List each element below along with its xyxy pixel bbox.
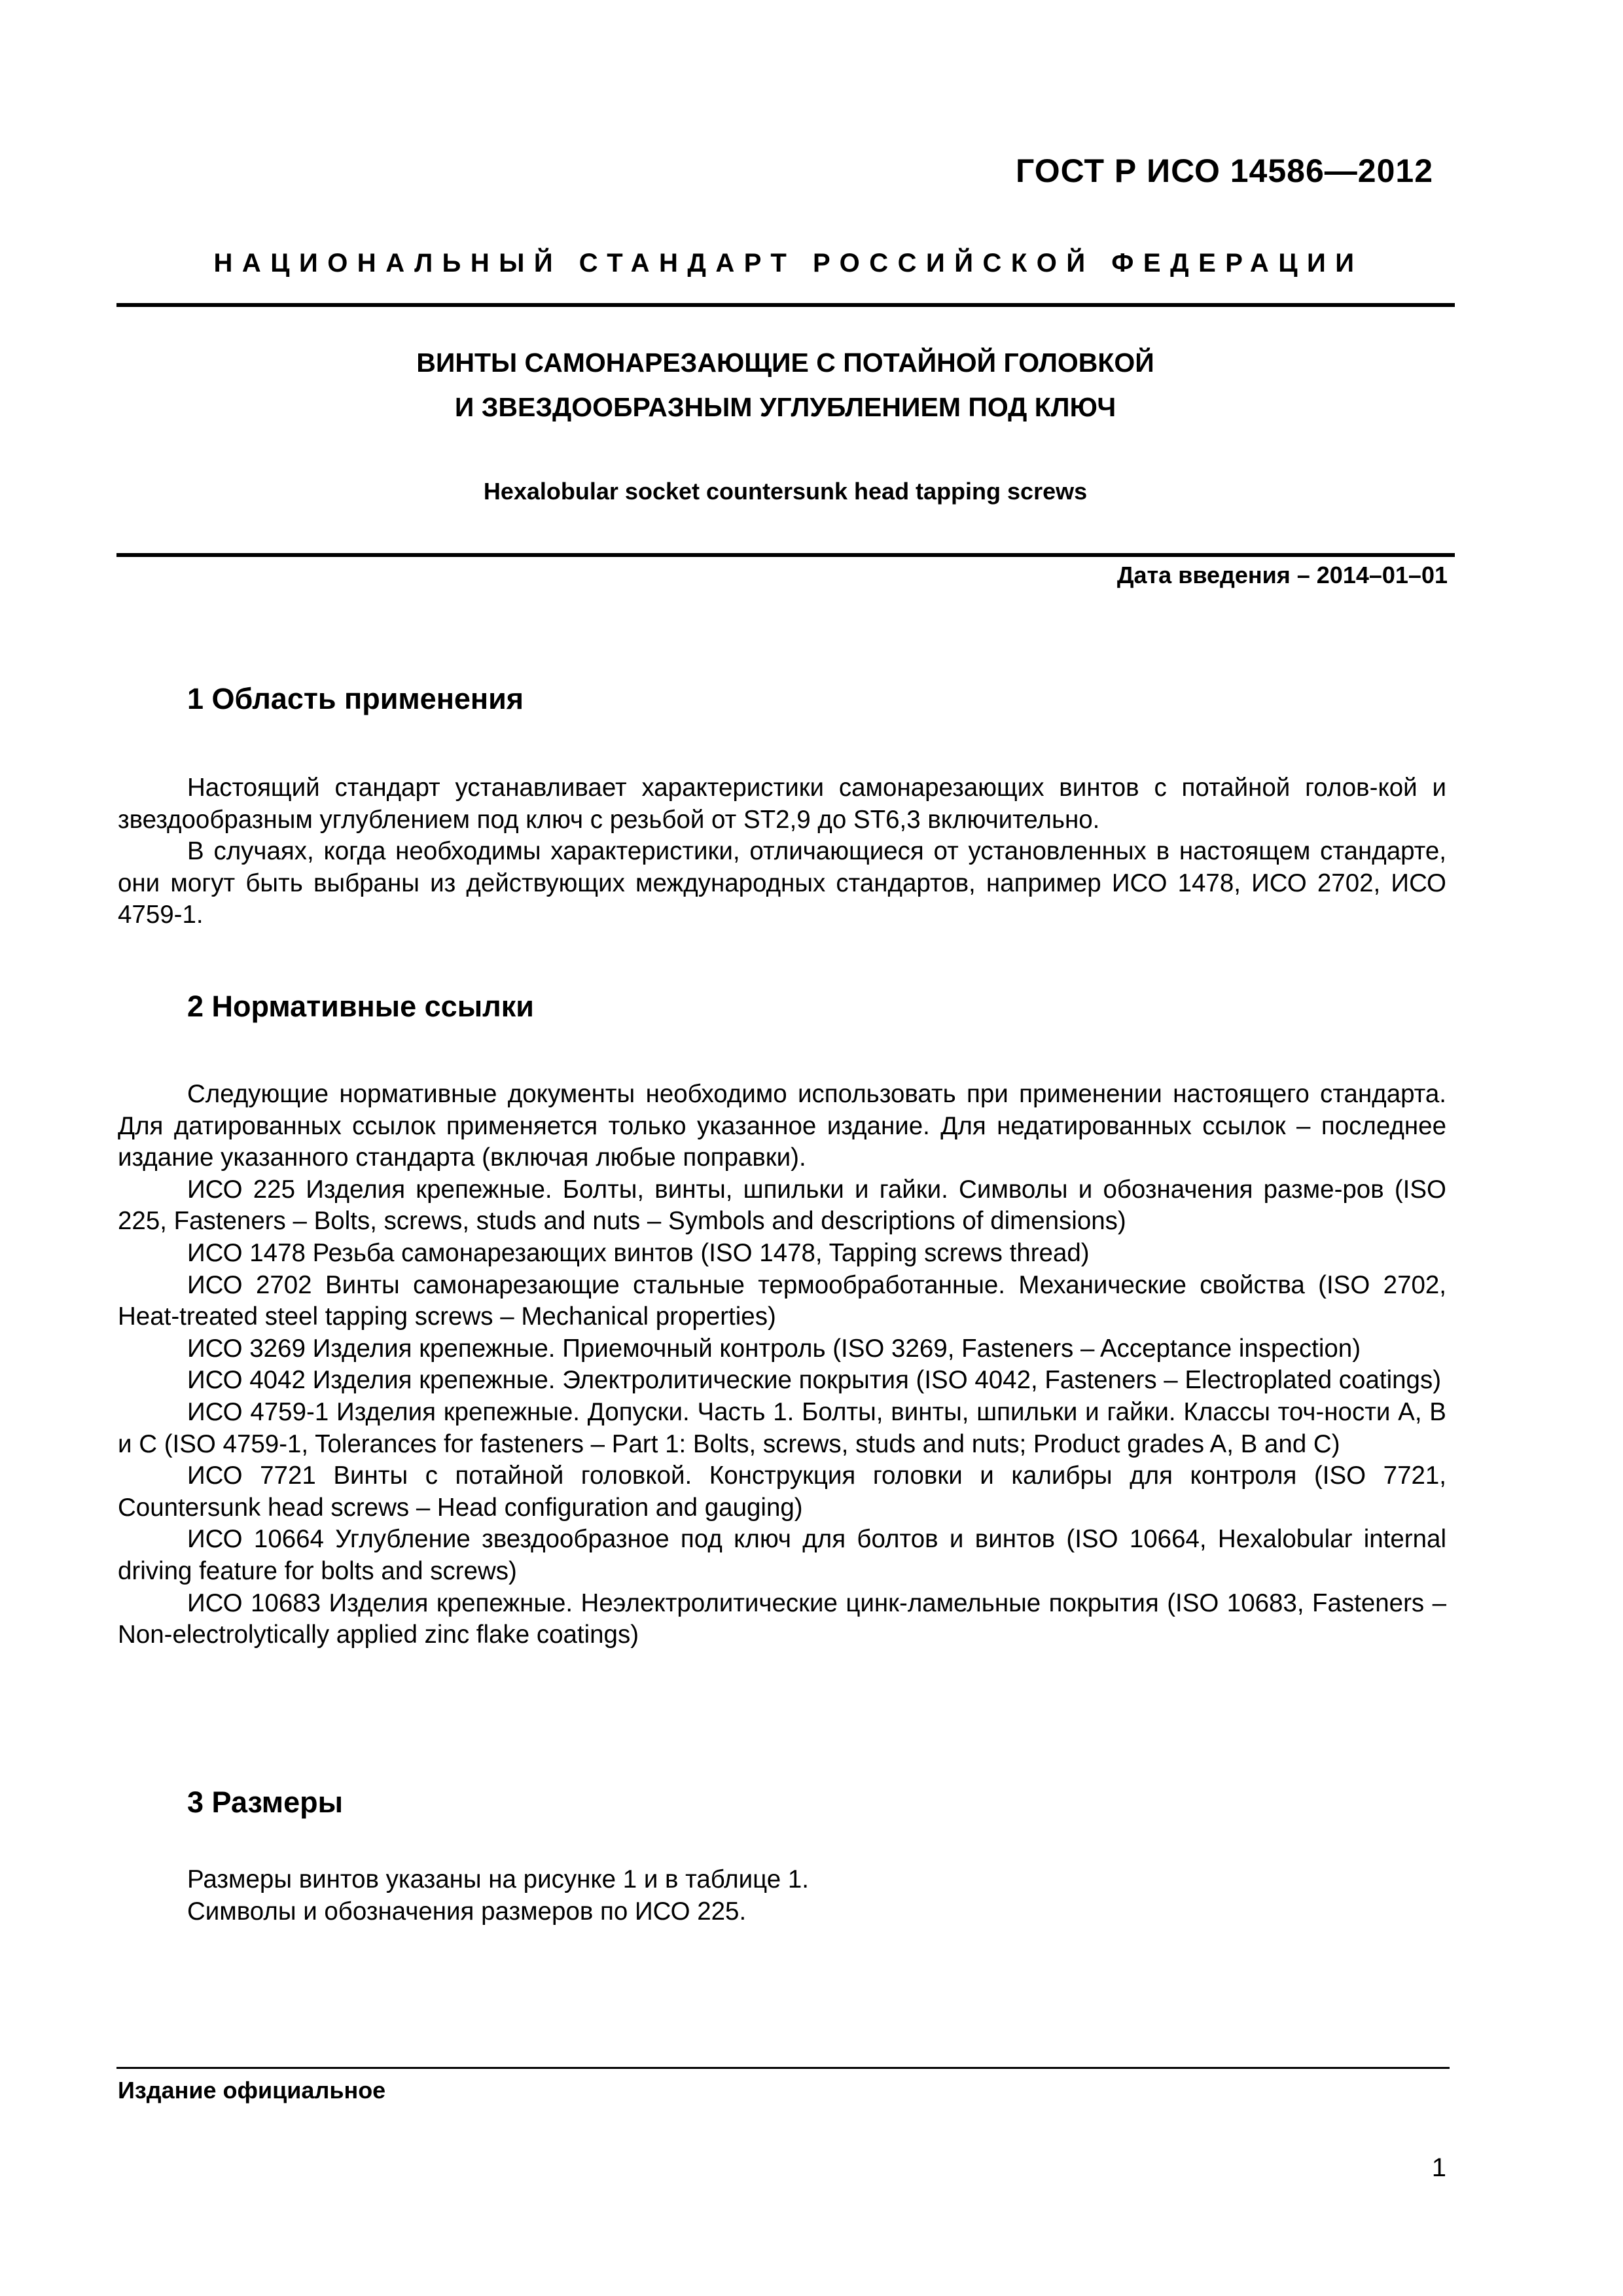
reference-iso-1478: ИСО 1478 Резьба самонарезающих винтов (ISO 1478, Tapping screws thread)	[187, 1238, 1090, 1267]
introduction-date: Дата введения – 2014–01–01	[1116, 562, 1448, 588]
reference-iso-10664: ИСО 10664 Углубление звездообразное под ключ для болтов и винтов (ISO 10664, Hexalobular internal driving feature for bolts and screws)	[118, 1525, 1446, 1585]
section-1-body	[118, 772, 1446, 931]
paragraph: Размеры винтов указаны на рисунке 1 и в таблице 1.	[187, 1865, 809, 1893]
section-2-heading: 2 Нормативные ссылки	[187, 990, 534, 1023]
page-number: 1	[1431, 2153, 1446, 2182]
paragraph: В случаях, когда необходимы характеристики, отличающиеся от установленных в настоящем стандарте, они могут быть выбраны из действующих международных стандартов, например ИСО 1478, ИСО 2702, ИСО 4759-1.	[118, 837, 1446, 929]
section-3-heading: 3 Размеры	[187, 1785, 344, 1819]
paragraph: Настоящий стандарт устанавливает характеристики самонарезающих винтов с потайной голов-кой и звездообразным углублением под ключ с резьбой от ST2,9 до ST6,3 включительно.	[118, 774, 1446, 834]
reference-iso-225: ИСО 225 Изделия крепежные. Болты, винты, шпильки и гайки. Символы и обозначения разме-ров (ISO 225, Fasteners – Bolts, screws, studs and nuts – Symbols and descriptions of dimensions)	[118, 1175, 1446, 1236]
section-3-body	[118, 1864, 1446, 1928]
footer-divider	[116, 2067, 1450, 2069]
paragraph: Символы и обозначения размеров по ИСО 225.	[187, 1897, 747, 1926]
title-divider	[116, 553, 1455, 557]
reference-iso-10683: ИСО 10683 Изделия крепежные. Неэлектролитические цинк-ламельные покрытия (ISO 10683, Fasteners – Non-electrolytically applied zinc flake coatings)	[118, 1588, 1446, 1649]
title-line-1: ВИНТЫ САМОНАРЕЗАЮЩИЕ С ПОТАЙНОЙ ГОЛОВКОЙ	[416, 348, 1154, 378]
document-code: ГОСТ Р ИСО 14586—2012	[1016, 152, 1433, 189]
reference-iso-4042: ИСО 4042 Изделия крепежные. Электролитические покрытия (ISO 4042, Fasteners – Electroplated coatings)	[187, 1366, 1442, 1395]
reference-iso-3269: ИСО 3269 Изделия крепежные. Приемочный контроль (ISO 3269, Fasteners – Acceptance inspection)	[187, 1334, 1361, 1363]
paragraph: Следующие нормативные документы необходимо использовать при применении настоящего стандарта. Для датированных ссылок применяется только указанное издание. Для недатированных ссылок – последнее издание указанного стандарта (включая любые поправки).	[118, 1080, 1446, 1172]
top-divider	[116, 303, 1455, 307]
title-line-2: И ЗВЕЗДООБРАЗНЫМ УГЛУБЛЕНИЕМ ПОД КЛЮЧ	[454, 392, 1116, 422]
reference-iso-4759-1: ИСО 4759-1 Изделия крепежные. Допуски. Часть 1. Болты, винты, шпильки и гайки. Классы точ-ности А, В и С (ISO 4759-1, Tolerances for fasteners – Part 1: Bolts, screws, studs and nuts; Product grades A, B and C)	[118, 1397, 1446, 1458]
reference-iso-7721: ИСО 7721 Винты с потайной головкой. Конструкция головки и калибры для контроля (ISO 7721, Countersunk head screws – Head configuration and gauging)	[118, 1462, 1446, 1522]
national-standard-banner: НАЦИОНАЛЬНЫЙ СТАНДАРТ РОССИЙСКОЙ ФЕДЕРАЦИИ	[213, 249, 1364, 278]
reference-iso-2702: ИСО 2702 Винты самонарезающие стальные термообработанные. Механические свойства (ISO 2702, Heat-treated steel tapping screws – Mechanical properties)	[118, 1270, 1446, 1331]
section-1-heading: 1 Область применения	[187, 682, 524, 715]
english-title: Hexalobular socket countersunk head tapping screws	[483, 478, 1088, 505]
official-edition-label: Издание официальное	[118, 2077, 386, 2104]
section-2-body	[118, 1079, 1446, 1651]
document-title	[118, 340, 1453, 429]
